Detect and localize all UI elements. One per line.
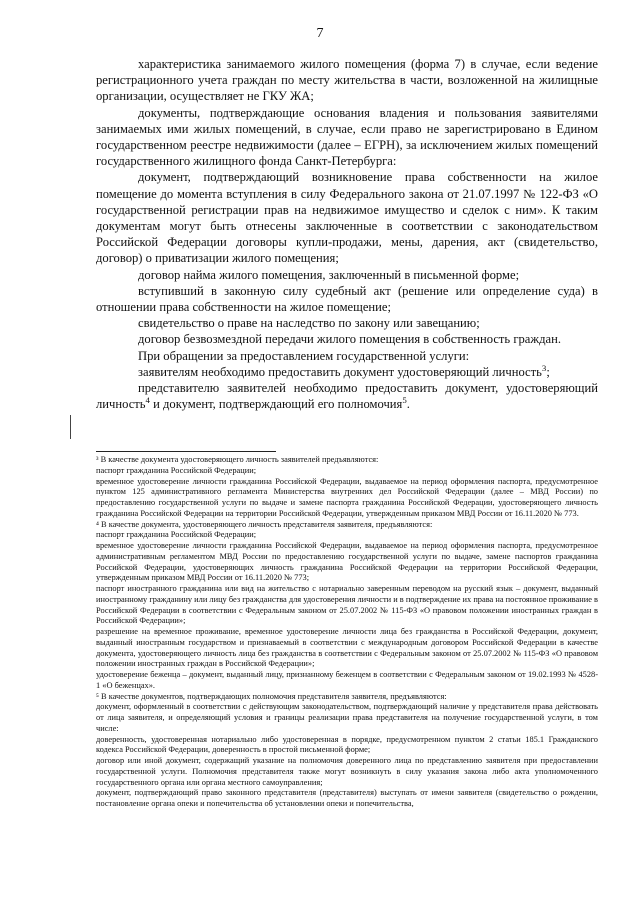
- margin-mark: [70, 415, 71, 439]
- footnote-line: паспорт гражданина Российской Федерации;: [96, 530, 257, 540]
- footnote-ref-3: 3: [541, 362, 547, 373]
- footnote-line: документ, подтверждающий право законного представителя (представителя) выступать от имени заявителя (свидетельство о рождении, постановление органа опеки и попечительства об установлении опеки и попечительства,: [96, 788, 598, 808]
- footnote-line: паспорт гражданина Российской Федерации;: [96, 465, 257, 475]
- paragraph: договор найма жилого помещения, заключенный в письменной форме;: [138, 267, 520, 282]
- footnote-line: паспорт иностранного гражданина или вид на жительство с нотариально заверенным переводом на русский язык – документ, выданный иностранному гражданину или лицу без гражданства для удостоверения личности и в подтверждение их права на постоянное проживание в Российской Федерации в соответствии с Федеральным законом от 25.07.2002 № 115-ФЗ «О правовом положении иностранных граждан в Российской Федерации»;: [96, 584, 598, 626]
- paragraph: [96, 380, 598, 412]
- footnote-line: удостоверение беженца – документ, выданный лицу, признанному беженцем в соответствии с Федеральным законом от 19.02.1993 № 4528-1 «О беженцах».: [96, 670, 598, 690]
- footnote-line: временное удостоверение личности гражданина Российской Федерации, выдаваемое на период оформления паспорта, предусмотренное административным регламентом МВД России по предоставлению государственной услуги по выдаче, замене паспортов гражданина Российской Федерации, удостоверяющих личность гражданина Российской Федерации на территории Российской Федерации, утвержденным приказом МВД России от 16.11.2020 № 773;: [96, 541, 598, 583]
- paragraph: свидетельство о праве на наследство по закону или завещанию;: [138, 316, 480, 331]
- paragraph: вступивший в законную силу судебный акт (решение или определение суда) в отношении права собственности на жилое помещение;: [96, 283, 598, 315]
- footnote-ref-4: 4: [145, 395, 150, 406]
- paragraph: характеристика занимаемого жилого помещения (форма 7) в случае, если ведение регистрационного учета граждан по месту жительства в части, возложенной на жилищные организации, осуществляет не ГКУ ЖА;: [96, 57, 598, 104]
- footnote-divider: [96, 451, 276, 452]
- paragraph: договор безвозмездной передачи жилого помещения в собственность граждан.: [138, 332, 561, 347]
- paragraph-text: представителю заявителей необходимо предоставить документ, удостоверяющий личность: [96, 381, 598, 412]
- footnote-line: доверенность, удостоверенная нотариально либо удостоверенная в порядке, предусмотренном пунктом 2 статьи 185.1 Гражданского кодекса Российской Федерации, доверенность в простой письменной форме;: [96, 734, 598, 755]
- paragraph: документ, подтверждающий возникновение права собственности на жилое помещение до момента вступления в силу Федерального закона от 21.07.1997 № 122-ФЗ «О государственной регистрации прав на недвижимое имущество и сделок с ним». К таким документам могут быть отнесены заключенные в соответствии с законодательством Российской Федерации договоры купли-продажи, мены, дарения, акт (свидетельство, договор) о приватизации жилого помещения;: [96, 170, 598, 266]
- footnote-line: ⁵ В качестве документов, подтверждающих полномочия представителя заявителя, предъявляются:: [96, 691, 447, 701]
- paragraph-tail: .: [406, 397, 410, 412]
- paragraph-tail: и документ, подтверждающий его полномочия: [149, 397, 403, 412]
- main-text: [96, 56, 598, 412]
- footnotes: [96, 455, 598, 810]
- paragraph: [96, 364, 598, 380]
- footnote-line: договор или иной документ, содержащий указание на полномочия доверенного лица по представлению заявителя при предоставлении государственной услуги. Полномочия представителя также могут возникнуть в силу указания закона либо акта уполномоченного государственного органа или органа местного самоуправления;: [96, 756, 598, 787]
- page-number: 7: [316, 26, 324, 41]
- footnote-ref-5: 5: [402, 395, 407, 406]
- footnote-line: разрешение на временное проживание, временное удостоверение личности лица без гражданства в Российской Федерации, документ, выданный иностранным государством и признаваемый в соответствии с международным договором Российской Федерации в качестве документа, удостоверяющего личность лица без гражданства в соответствии с Федеральным законом от 25.07.2002 № 115-ФЗ «О правовом положении иностранных граждан в Российской Федерации»;: [96, 627, 598, 669]
- footnote-line: ³ В качестве документа удостоверяющего личность заявителей предъявляются:: [96, 455, 379, 464]
- paragraph: документы, подтверждающие основания владения и пользования заявителями занимаемых ими жилых помещений, в случае, если право не зарегистрировано в Едином государственном реестре недвижимости (далее – ЕГРН), за исключением жилых помещений государственного жилищного фонда Санкт-Петербурга:: [96, 105, 598, 169]
- footnote-line: временное удостоверение личности гражданина Российской Федерации, выдаваемое на период оформления паспорта, предусмотренное пунктом 125 административного регламента Министерства внутренних дел Российской Федерации (далее – МВД России) по предоставлению государственной услуги по выдаче и замене паспорта гражданина Российской Федерации, удостоверяющего личность гражданина Российской Федерации на территории Российской Федерации, утвержденным приказом МВД России от 16.11.2020 № 773.: [96, 476, 598, 518]
- footnote-line: документ, оформленный в соответствии с действующим законодательством, подтверждающий наличие у представителя права действовать от лица заявителя, и определяющий условия и границы реализации права представителя на получение государственной услуги, в том числе:: [96, 702, 598, 733]
- paragraph-text: заявителям необходимо предоставить документ удостоверяющий личность: [138, 364, 542, 379]
- paragraph-tail: ;: [546, 364, 550, 379]
- paragraph: При обращении за предоставлением государственной услуги:: [138, 348, 470, 363]
- footnote-line: ⁴ В качестве документа, удостоверяющего личность представителя заявителя, предъявляются:: [96, 519, 433, 529]
